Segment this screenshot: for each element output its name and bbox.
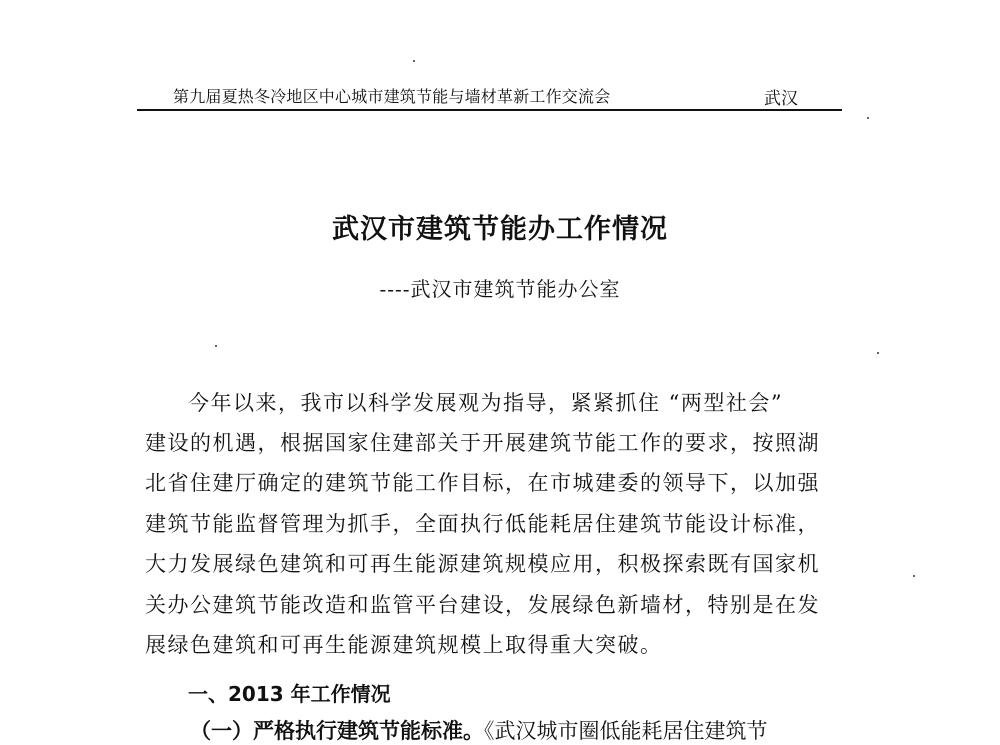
header-city: 武汉 xyxy=(764,89,798,109)
paragraph-line: 北省住建厅确定的建筑节能工作目标，在市城建委的领导下，以加强 xyxy=(145,471,820,495)
scan-speck xyxy=(867,117,869,119)
paragraph-line: 大力发展绿色建筑和可再生能源建筑规模应用，积极探索既有国家机 xyxy=(145,552,820,576)
sub-heading xyxy=(190,715,768,745)
document-subtitle: ----武汉市建筑节能办公室 xyxy=(379,277,621,301)
document-title: 武汉市建筑节能办工作情况 xyxy=(332,214,668,245)
scan-speck xyxy=(215,345,217,347)
paragraph-line: 建筑节能监督管理为抓手，全面执行低能耗居住建筑节能设计标准， xyxy=(145,512,820,536)
sub-heading-bold: （一）严格执行建筑节能标准。 xyxy=(190,719,484,743)
paragraph-line: 关办公建筑节能改造和监管平台建设，发展绿色新墙材，特别是在发 xyxy=(145,593,820,617)
paragraph-line: 展绿色建筑和可再生能源建筑规模上取得重大突破。 xyxy=(145,633,663,657)
section-heading: 一、2013 年工作情况 xyxy=(188,682,391,706)
scan-speck xyxy=(913,575,915,577)
scan-speck xyxy=(413,60,415,62)
paragraph-line: 建设的机遇，根据国家住建部关于开展建筑节能工作的要求，按照湖 xyxy=(145,431,820,455)
sub-heading-rest: 《武汉城市圈低能耗居住建筑节 xyxy=(484,719,768,743)
paragraph-line: 今年以来，我市以科学发展观为指导，紧紧抓住 “两型社会” xyxy=(188,391,784,415)
header-rule xyxy=(137,109,842,111)
scan-speck xyxy=(877,352,879,354)
header-conference-title: 第九届夏热冬冷地区中心城市建筑节能与墙材革新工作交流会 xyxy=(173,87,611,106)
running-header xyxy=(137,84,842,108)
